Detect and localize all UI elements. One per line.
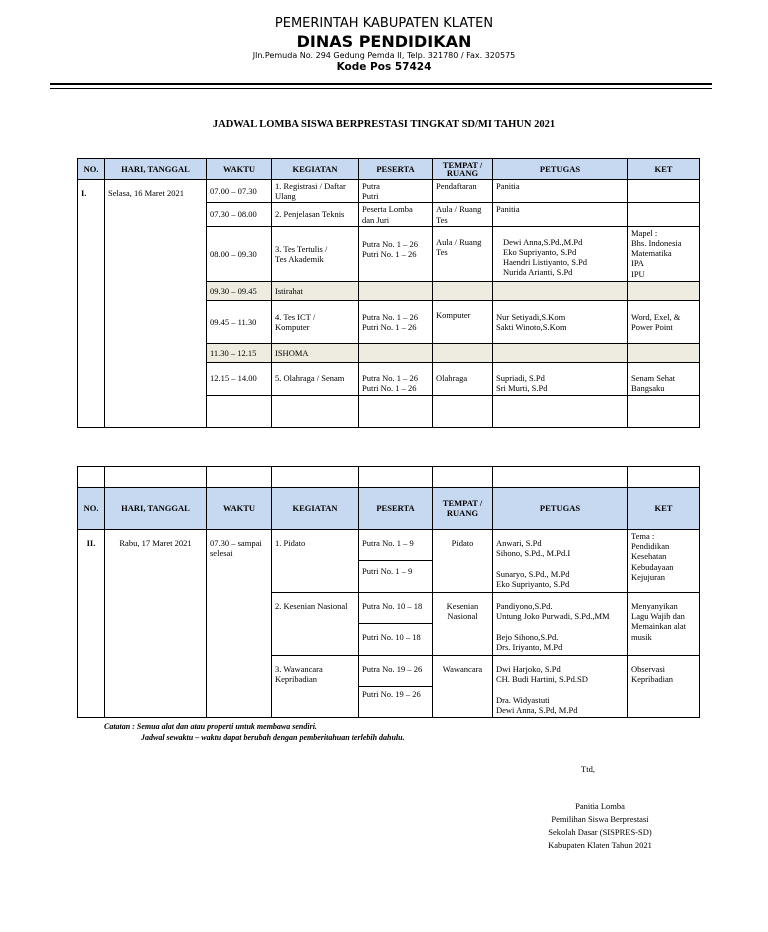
column-header: TEMPAT / RUANG [433, 159, 493, 180]
signature-line-3: Sekolah Dasar (SISPRES-SD) [548, 827, 652, 837]
venue-cell: Olahraga [433, 362, 493, 395]
activity-cell: 4. Tes ICT / Komputer [272, 300, 359, 343]
table-row [78, 530, 700, 561]
officers-cell [493, 343, 628, 362]
column-header: PESERTA [359, 488, 433, 530]
table-row-empty [78, 467, 700, 488]
day-number: II. [78, 530, 105, 718]
participants-cell: Putra No. 1 – 9 [359, 530, 433, 561]
schedule-table-day1 [77, 158, 700, 428]
activity-cell: 3. Tes Tertulis / Tes Akademik [272, 226, 359, 281]
table-header-row [78, 488, 700, 530]
activity-cell: 2. Kesenian Nasional [272, 593, 359, 656]
participants-cell: Putra Putri [359, 180, 433, 203]
officers-cell: Anwari, S.Pd Sihono, S.Pd., M.Pd.I Sunaryo, S.Pd., M.Pd Eko Supriyanto, S.Pd [493, 530, 628, 593]
participants-cell: Putra No. 10 – 18 [359, 593, 433, 624]
officers-cell: Nur Setiyadi,S.Kom Sakti Winoto,S.Kom [493, 300, 628, 343]
header-divider-thin [50, 88, 712, 89]
table-row [78, 180, 700, 203]
document-title: JADWAL LOMBA SISWA BERPRESTASI TINGKAT SD/MI TAHUN 2021 [212, 119, 556, 130]
header-divider-thick [50, 83, 712, 85]
activity-cell: Istirahat [272, 281, 359, 300]
notes-cell: Senam Sehat Bangsaku [628, 362, 700, 395]
time-cell: 08.00 – 09.30 [207, 226, 272, 281]
officers-cell: Supriadi, S.Pd Sri Murti, S.Pd [493, 362, 628, 395]
column-header: PETUGAS [493, 488, 628, 530]
officers-cell: Dwi Harjoko, S.Pd CH. Budi Hartini, S.Pd.SD Dra. Widyastuti Dewi Anna, S.Pd, M.Pd [493, 656, 628, 718]
header-government: PEMERINTAH KABUPATEN KLATEN [274, 16, 494, 31]
time-cell: 09.45 – 11.30 [207, 300, 272, 343]
participants-cell: Putra No. 1 – 26 Putri No. 1 – 26 [359, 300, 433, 343]
activity-cell: 5. Olahraga / Senam [272, 362, 359, 395]
venue-cell: Wawancara [433, 656, 493, 718]
notes-cell [628, 180, 700, 203]
note-line-1: Catatan : Semua alat dan atau properti untuk membawa sendiri. [104, 722, 317, 731]
officers-cell: Panitia [493, 203, 628, 226]
header-address: Jln.Pemuda No. 294 Gedung Pemda II, Telp. 321780 / Fax. 320575 [252, 51, 516, 60]
venue-cell [433, 343, 493, 362]
signature-line-4: Kabupaten Klaten Tahun 2021 [548, 840, 652, 850]
column-header: HARI, TANGGAL [105, 488, 207, 530]
venue-cell: Kesenian Nasional [433, 593, 493, 656]
notes-cell: Mapel : Bhs. Indonesia Matematika IPA IPU [628, 226, 700, 281]
table-header-row [78, 159, 700, 180]
signature-line-2: Pemilihan Siswa Berprestasi [551, 814, 649, 824]
participants-cell: Putra No. 19 – 26 [359, 656, 433, 687]
column-header: WAKTU [207, 159, 272, 180]
venue-cell [433, 281, 493, 300]
participants-cell: Putra No. 1 – 26 Putri No. 1 – 26 [359, 226, 433, 281]
officers-cell: Pandiyono,S.Pd. Untung Joko Purwadi, S.Pd.,MM Bejo Sihono,S.Pd. Drs. Iriyanto, M.Pd [493, 593, 628, 656]
day-date: Selasa, 16 Maret 2021 [105, 180, 207, 428]
note-line-2: Jadwal sewaktu – waktu dapat berubah dengan pemberitahuan terlebih dahulu. [141, 733, 405, 742]
time-cell: 07.30 – 08.00 [207, 203, 272, 226]
venue-cell: Pidato [433, 530, 493, 593]
notes-cell: Menyanyikan Lagu Wajib dan Memainkan alat musik [628, 593, 700, 656]
signature-line-1: Panitia Lomba [575, 801, 625, 811]
activity-cell: 1. Pidato [272, 530, 359, 593]
activity-cell: ISHOMA [272, 343, 359, 362]
time-cell: 07.30 – sampai selesai [207, 530, 272, 718]
column-header: PETUGAS [493, 159, 628, 180]
notes-cell: Observasi Kepribadian [628, 656, 700, 718]
activity-cell: 1. Registrasi / Daftar Ulang [272, 180, 359, 203]
column-header: KET [628, 488, 700, 530]
time-cell: 12.15 – 14.00 [207, 362, 272, 395]
notes-cell: Word, Exel, & Power Point [628, 300, 700, 343]
participants-cell [359, 281, 433, 300]
column-header: PESERTA [359, 159, 433, 180]
column-header: KEGIATAN [272, 159, 359, 180]
day-number: I. [78, 180, 105, 428]
venue-cell: Pendaftaran [433, 180, 493, 203]
column-header: TEMPAT / RUANG [433, 488, 493, 530]
activity-cell: 2. Penjelasan Teknis [272, 203, 359, 226]
notes-cell [628, 343, 700, 362]
column-header: NO. [78, 159, 105, 180]
day-date: Rabu, 17 Maret 2021 [105, 530, 207, 718]
venue-cell: Aula / Ruang Tes [433, 226, 493, 281]
header-postal-code: Kode Pos 57424 [336, 61, 432, 73]
participants-cell: Putri No. 10 – 18 [359, 624, 433, 656]
notes-cell: Tema : Pendidikan Kesehatan Kebudayaan Kejujuran [628, 530, 700, 593]
header-department: DINAS PENDIDIKAN [296, 32, 472, 51]
notes-cell [628, 281, 700, 300]
schedule-table-day2 [77, 466, 700, 718]
venue-cell: Komputer [433, 300, 493, 343]
activity-cell: 3. Wawancara Kepribadian [272, 656, 359, 718]
column-header: NO. [78, 488, 105, 530]
signature-ttd: Ttd, [581, 764, 595, 774]
participants-cell [359, 343, 433, 362]
officers-cell [493, 281, 628, 300]
column-header: KET [628, 159, 700, 180]
time-cell: 09.30 – 09.45 [207, 281, 272, 300]
column-header: WAKTU [207, 488, 272, 530]
notes-cell [628, 203, 700, 226]
column-header: HARI, TANGGAL [105, 159, 207, 180]
participants-cell: Putri No. 1 – 9 [359, 561, 433, 593]
time-cell: 11.30 – 12.15 [207, 343, 272, 362]
officers-cell: Dewi Anna,S.Pd.,M.Pd Eko Supriyanto, S.Pd Haendri Listiyanto, S.Pd Nurida Arianti, S.Pd [493, 226, 628, 281]
venue-cell: Aula / Ruang Tes [433, 203, 493, 226]
participants-cell: Putra No. 1 – 26 Putri No. 1 – 26 [359, 362, 433, 395]
participants-cell: Peserta Lomba dan Juri [359, 203, 433, 226]
time-cell: 07.00 – 07.30 [207, 180, 272, 203]
participants-cell: Putri No. 19 – 26 [359, 687, 433, 718]
column-header: KEGIATAN [272, 488, 359, 530]
officers-cell: Panitia [493, 180, 628, 203]
